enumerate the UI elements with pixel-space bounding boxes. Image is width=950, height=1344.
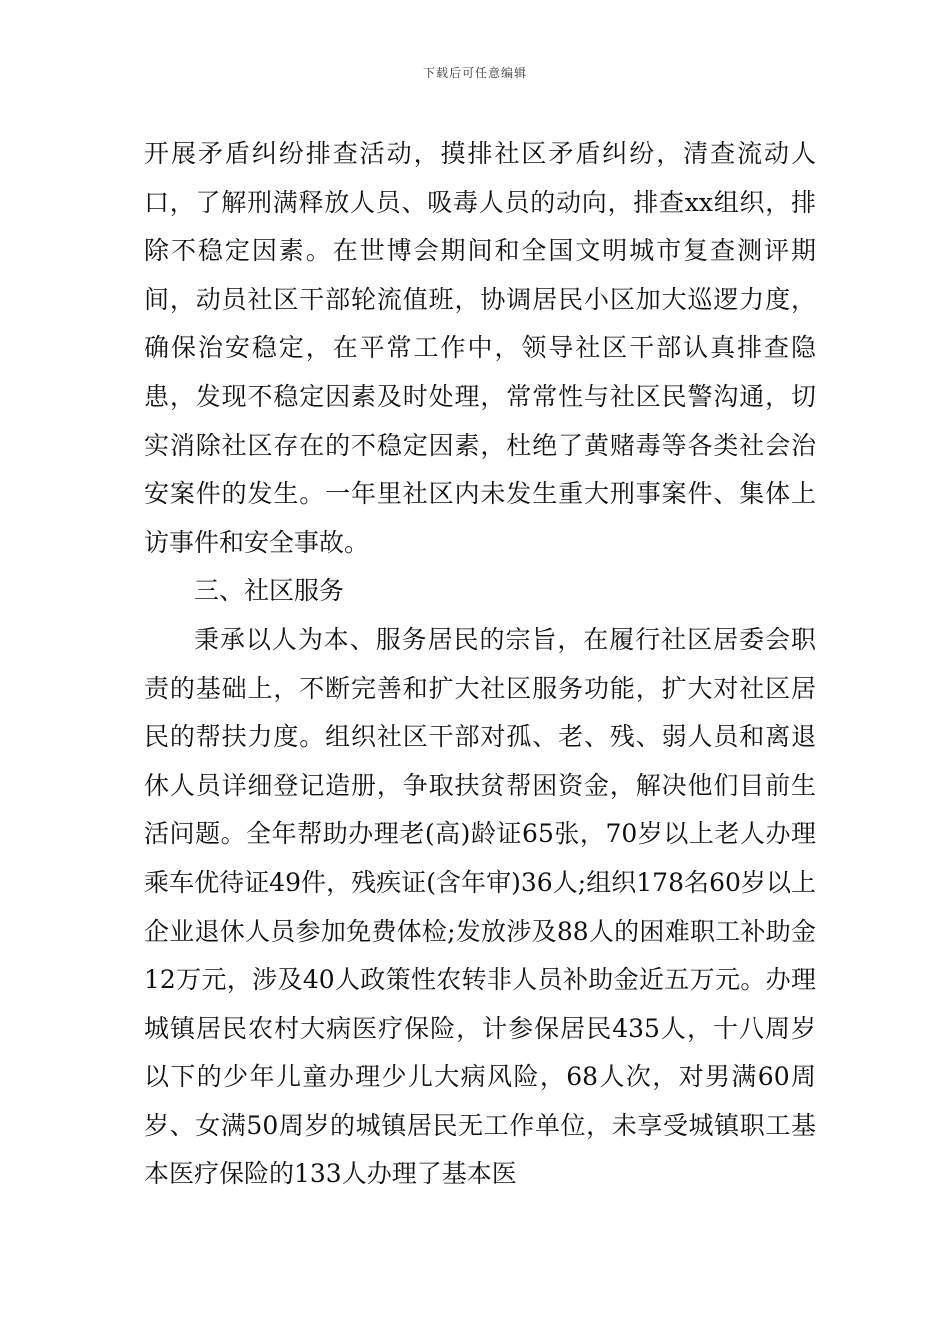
paragraph-community-service: 秉承以人为本、服务居民的宗旨，在履行社区居委会职责的基础上，不断完善和扩大社区服务功能，扩大对社区居民的帮扶力度。组织社区干部对孤、老、残、弱人员和离退休人员详细登记造册，争取扶贫帮困资金，解决他们目前生活问题。全年帮助办理老(高)龄证65张，70岁以上老人办理乘车优待证49件，残疾证(含年审)36人;组织178名60岁以上企业退休人员参加免费体检;发放涉及88人的困难职工补助金12万元，涉及40人政策性农转非人员补助金近五万元。办理城镇居民农村大病医疗保险，计参保居民435人，十八周岁以下的少年儿童办理少儿大病风险，68人次，对男满60周岁、女满50周岁的城镇居民无工作单位，未享受城镇职工基本医疗保险的133人办理了基本医 — [144, 624, 816, 1189]
header-note: 下载后可任意编辑 — [422, 66, 527, 80]
section-heading: 三、社区服务 — [194, 576, 345, 606]
paragraph-continuation: 开展矛盾纠纷排查活动，摸排社区矛盾纠纷，清查流动人口，了解刑满释放人员、吸毒人员的动向，排查xx组织，排除不稳定因素。在世博会期间和全国文明城市复查测评期间，动员社区干部轮流值班，协调居民小区加大巡逻力度，确保治安稳定，在平常工作中，领导社区干部认真排查隐患，发现不稳定因素及时处理，常常性与社区民警沟通，切实消除社区存在的不稳定因素，杜绝了黄赌毒等各类社会治安案件的发生。一年里社区内未发生重大刑事案件、集体上访事件和安全事故。 — [144, 139, 816, 557]
document-body — [144, 130, 816, 1199]
